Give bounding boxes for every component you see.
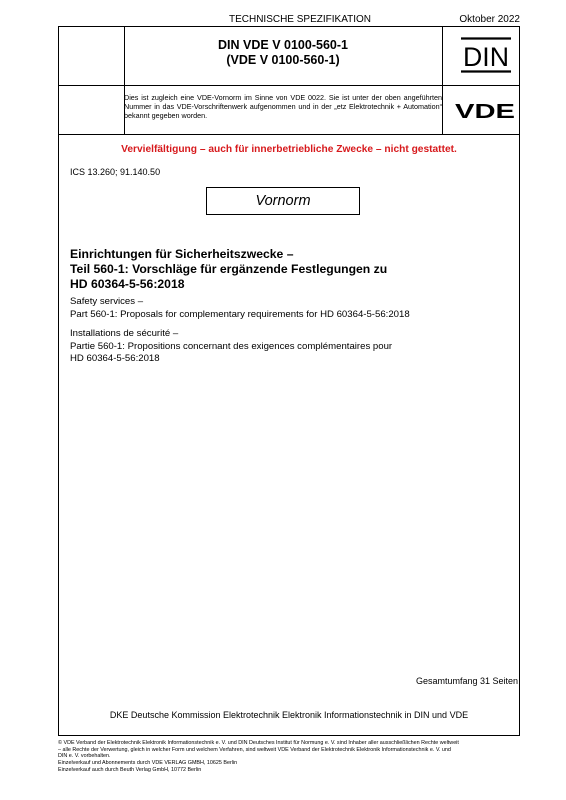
title-french-line: Partie 560-1: Propositions concernant des exigences complémentaires pour (70, 340, 393, 352)
spec-type-label: TECHNISCHE SPEZIFIKATION (228, 14, 372, 25)
standard-number-block (124, 38, 442, 68)
title-english-line: Safety services – (70, 296, 144, 307)
ics-code: ICS 13.260; 91.140.50 (70, 167, 161, 177)
issue-date: Oktober 2022 (459, 14, 520, 25)
document-type-box: Vornorm (206, 187, 360, 215)
title-english-line: Part 560-1: Proposals for complementary requirements for HD 60364-5-56:2018 (70, 308, 410, 320)
vde-logo-text: VDE (455, 101, 515, 123)
total-pages: Gesamtumfang 31 Seiten (415, 676, 518, 686)
footer-line: DIN e. V. vorbehalten. (58, 753, 111, 760)
vde-logo-icon (450, 94, 520, 126)
footer-line: © VDE Verband der Elektrotechnik Elektronik Informationstechnik e. V. und DIN Deutsches Institut für Normung e. V. sind Inhaber aller ausschließlichen Rechte weltweit (58, 740, 459, 746)
copyright-footer (58, 740, 528, 774)
title-german (70, 247, 500, 292)
vde-note: Dies ist zugleich eine VDE-Vornorm im Sinne von VDE 0022. Sie ist unter der oben angeführten Nummer in das VDE-Vorschriftenwerk aufgenommen und in der „etz Elektrotechnik + Automation“ bekannt gegeben worden. (124, 93, 442, 121)
note-divider (58, 134, 520, 135)
right-column-divider (442, 26, 443, 134)
cover-frame (58, 26, 520, 736)
title-english (70, 296, 500, 321)
reproduction-warning: Vervielfältigung – auch für innerbetriebliche Zwecke – nicht gestattet. (121, 144, 457, 155)
title-french (70, 328, 500, 366)
title-german-line: Einrichtungen für Sicherheitszwecke – (70, 247, 294, 261)
title-french-line: Installations de sécurité – (70, 328, 179, 339)
standard-number: DIN VDE V 0100-560-1 (218, 38, 348, 52)
footer-line: Einzelverkauf auch durch Beuth Verlag GmbH, 10772 Berlin (58, 766, 202, 773)
dke-line: DKE Deutsche Kommission Elektrotechnik Elektronik Informationstechnik in DIN und VDE (109, 710, 469, 720)
title-german-line: Teil 560-1: Vorschläge für ergänzende Festlegungen zu (70, 262, 388, 276)
header-divider (58, 85, 520, 86)
din-logo-icon (460, 36, 512, 74)
din-logo-text: DIN (463, 42, 509, 72)
vde-number: (VDE V 0100-560-1) (226, 53, 340, 67)
footer-line: – alle Rechte der Verwertung, gleich in welcher Form und welchem Verfahren, sind weltweit VDE Verband der Elektrotechnik Elektronik Informationstechnik e. V. und (58, 746, 451, 753)
title-german-line: HD 60364-5-56:2018 (70, 277, 185, 291)
footer-line: Einzelverkauf und Abonnements durch VDE VERLAG GMBH, 10625 Berlin (58, 760, 238, 767)
title-french-line: HD 60364-5-56:2018 (70, 353, 160, 364)
